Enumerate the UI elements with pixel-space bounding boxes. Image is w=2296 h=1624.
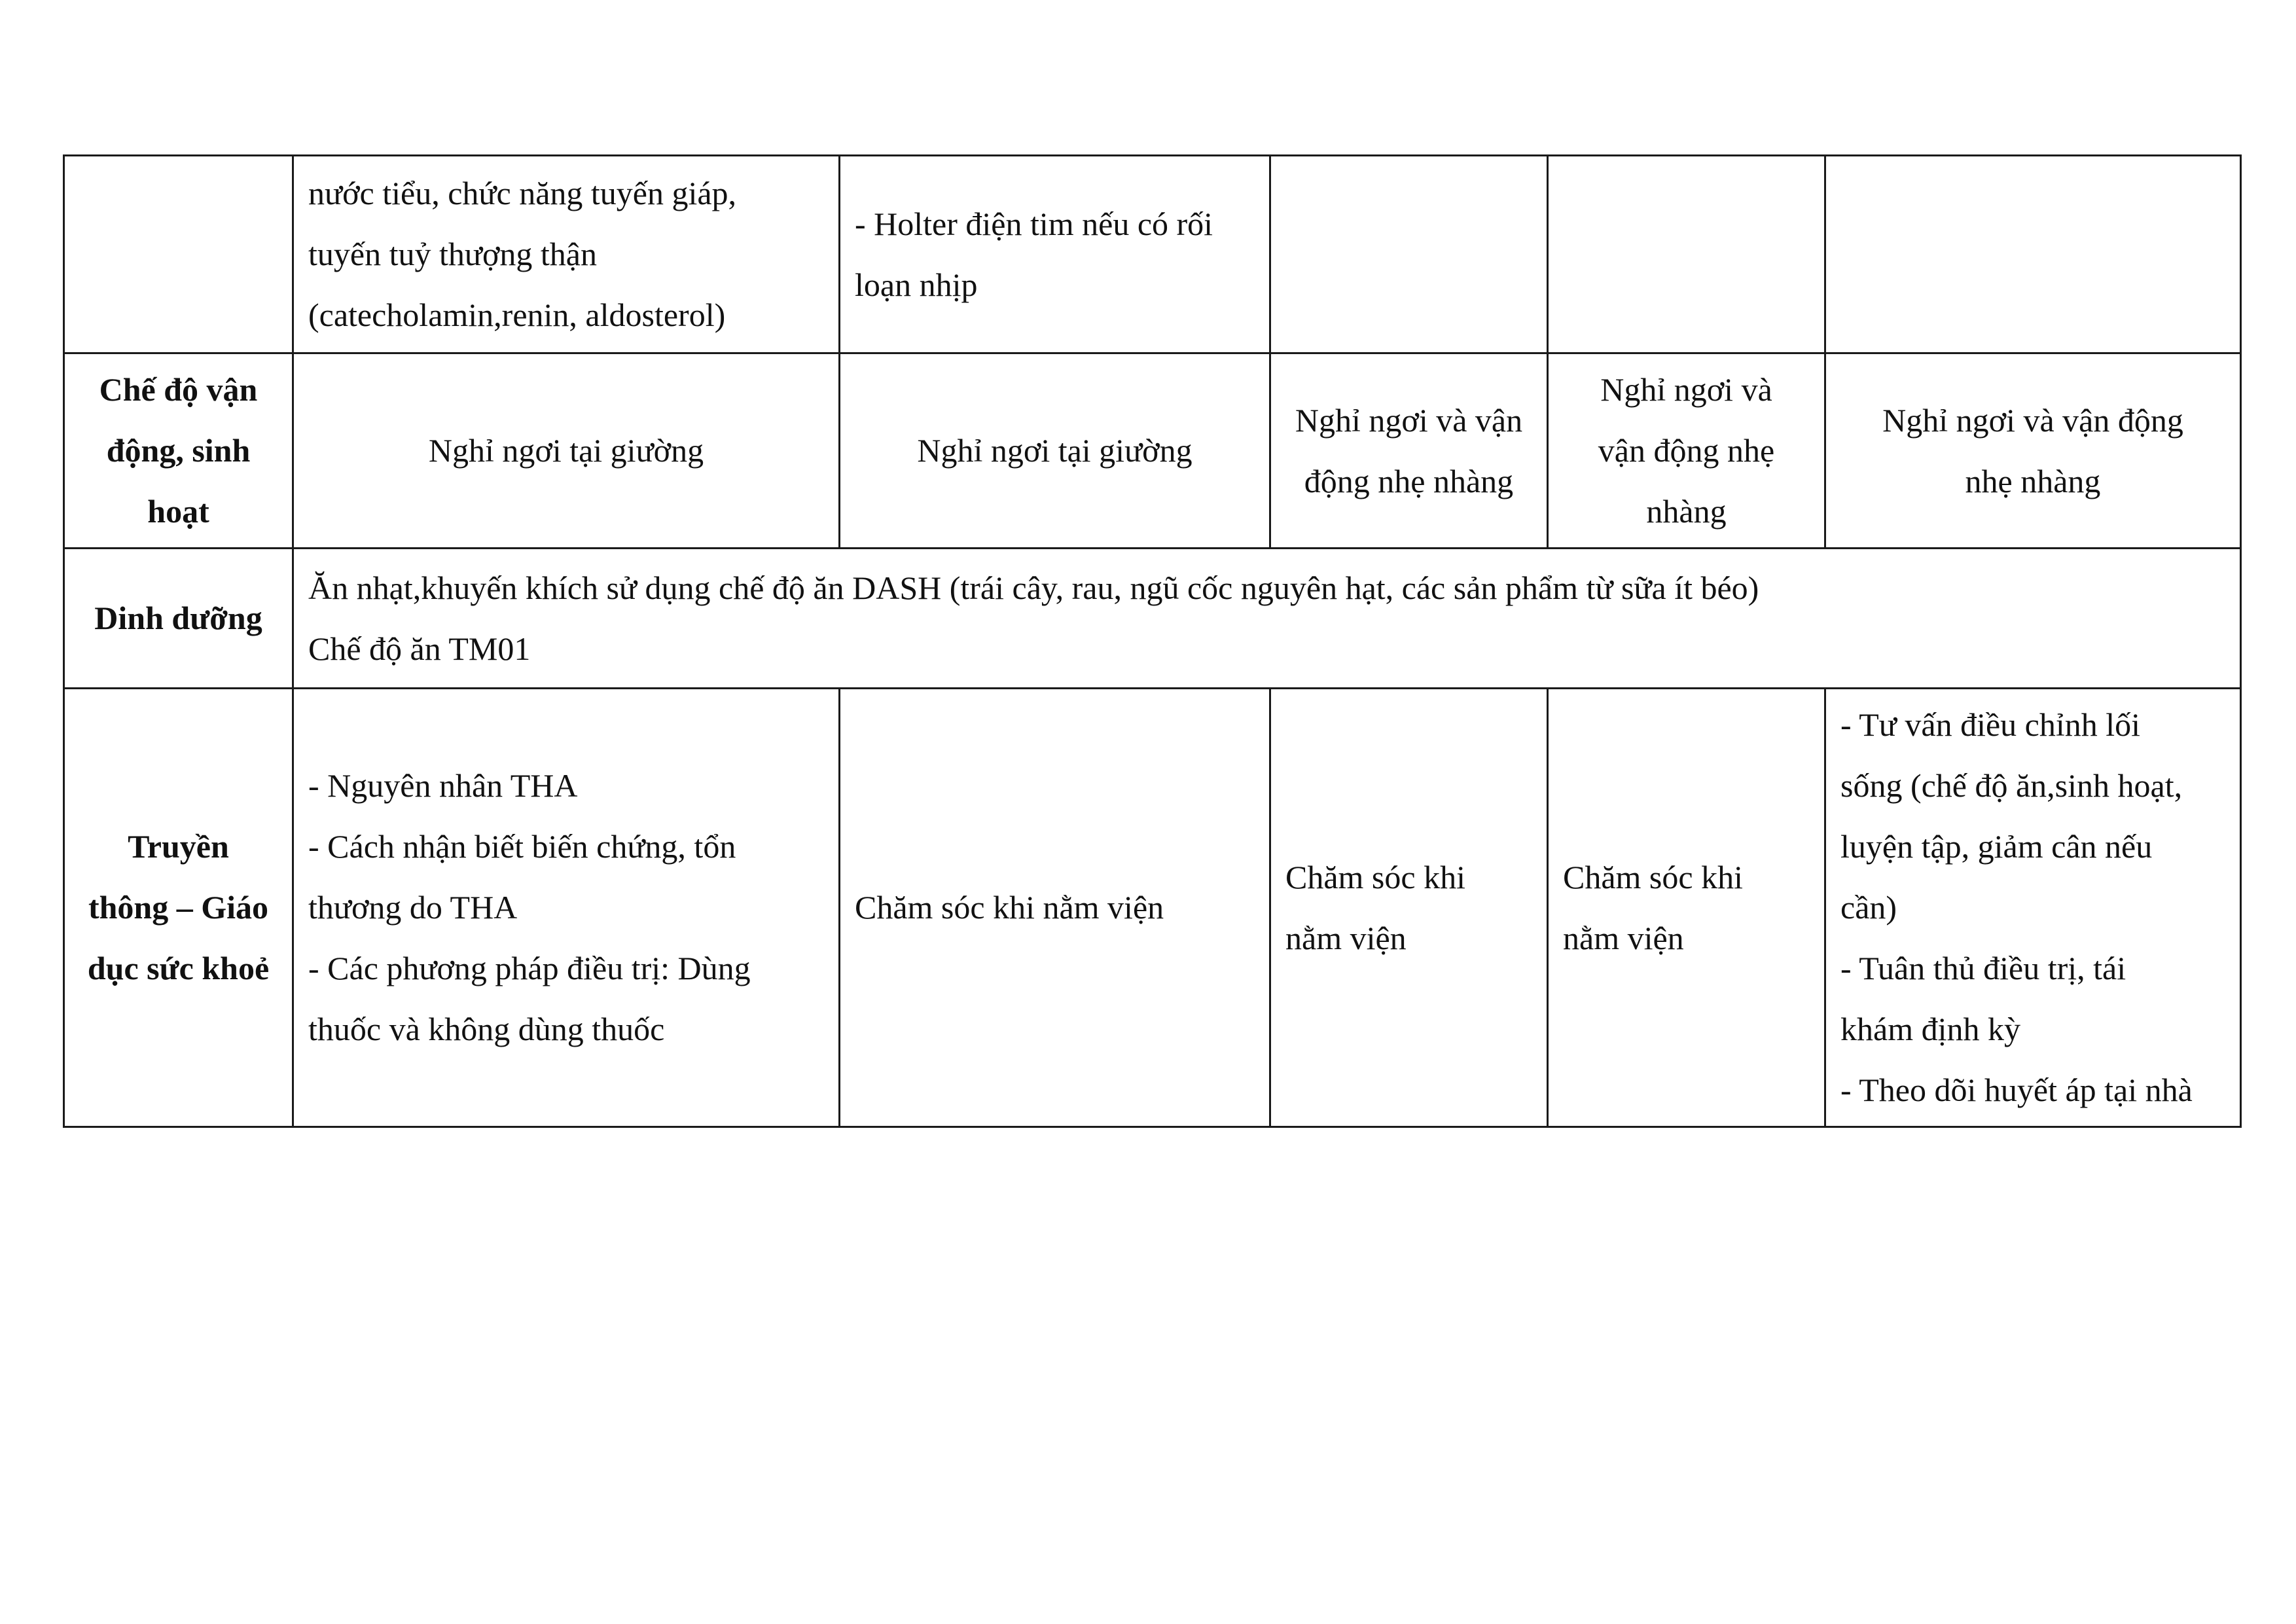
cell-line: nhẹ nhàng [1965, 462, 2101, 499]
cell-line: cần) [1840, 889, 1897, 926]
row-header-nutrition: Dinh dưỡng [64, 549, 293, 689]
cell-line: Nghỉ ngơi và vận động [1882, 401, 2183, 439]
cell-line: tuyến tuỷ thượng thận [308, 236, 597, 272]
activity-cell: Nghỉ ngơi tại giường [840, 353, 1270, 549]
cell-line: nước tiểu, chức năng tuyến giáp, [308, 175, 737, 211]
cell-line: hoạt [147, 493, 209, 530]
cell-line: nằm viện [1563, 919, 1684, 956]
cell-line: thông – Giáo [88, 889, 269, 926]
cell-line: nằm viện [1285, 919, 1407, 956]
nutrition-cell [293, 549, 2241, 689]
cell-line: nhàng [1646, 493, 1727, 530]
cell-line: thương do THA [308, 889, 518, 926]
activity-cell: Nghỉ ngơi tại giường [293, 353, 840, 549]
row-header-activity [64, 353, 293, 549]
cell-line: Nghỉ ngơi và [1600, 371, 1772, 408]
cell-line: luyện tập, giảm cân nếu [1840, 828, 2153, 865]
cell-line: khám định kỳ [1840, 1011, 2020, 1047]
cell-line: - Các phương pháp điều trị: Dùng [308, 950, 751, 986]
cell-line: - Tư vấn điều chỉnh lối [1840, 706, 2141, 743]
cell-line: - Cách nhận biết biến chứng, tổn [308, 828, 736, 865]
education-cell: Chăm sóc khi nằm viện [840, 689, 1270, 1127]
activity-cell [1270, 353, 1548, 549]
cell-line: - Nguyên nhân THA [308, 767, 578, 804]
cell-line: - Tuân thủ điều trị, tái [1840, 950, 2126, 986]
cell-line: Chế độ ăn TM01 [308, 630, 531, 667]
cell-line: - Theo dõi huyết áp tại nhà [1840, 1072, 2193, 1108]
cell-line: động, sinh [106, 432, 251, 469]
cell-line: loạn nhịp [855, 266, 978, 303]
cell-line: thuốc và không dùng thuốc [308, 1011, 665, 1047]
cell-line: Chế độ vận [99, 371, 258, 408]
row1-empty-cell [1270, 156, 1548, 353]
cell-line: Ăn nhạt,khuyến khích sử dụng chế độ ăn DASH (trái cây, rau, ngũ cốc nguyên hạt, các sản phẩm từ sữa ít béo) [308, 569, 1759, 606]
cell-line: động nhẹ nhàng [1304, 462, 1514, 499]
row1-empty-cell [1548, 156, 1825, 353]
row1-empty-cell [1825, 156, 2241, 353]
education-cell [1270, 689, 1548, 1127]
education-cell [1548, 689, 1825, 1127]
care-plan-table [63, 154, 2242, 1128]
row1-holter-cell [840, 156, 1270, 353]
cell-line: (catecholamin,renin, aldosterol) [308, 297, 726, 333]
table-row [64, 689, 2241, 1127]
table-row [64, 353, 2241, 549]
row-header-education [64, 689, 293, 1127]
cell-line: Chăm sóc khi [1285, 858, 1465, 895]
table-row [64, 549, 2241, 689]
activity-cell [1548, 353, 1825, 549]
cell-line: dục sức khoẻ [87, 950, 270, 986]
row1-tests-cell [293, 156, 840, 353]
table-row [64, 156, 2241, 353]
row1-header-cell [64, 156, 293, 353]
cell-line: vận động nhẹ [1598, 432, 1775, 469]
cell-line: Chăm sóc khi [1563, 858, 1743, 895]
activity-cell [1825, 353, 2241, 549]
education-cell [1825, 689, 2241, 1127]
cell-line: Truyền [128, 828, 229, 865]
education-cell [293, 689, 840, 1127]
cell-line: Nghỉ ngơi và vận [1295, 401, 1523, 439]
cell-line: - Holter điện tim nếu có rối [855, 205, 1213, 242]
cell-line: sống (chế độ ăn,sinh hoạt, [1840, 767, 2183, 804]
